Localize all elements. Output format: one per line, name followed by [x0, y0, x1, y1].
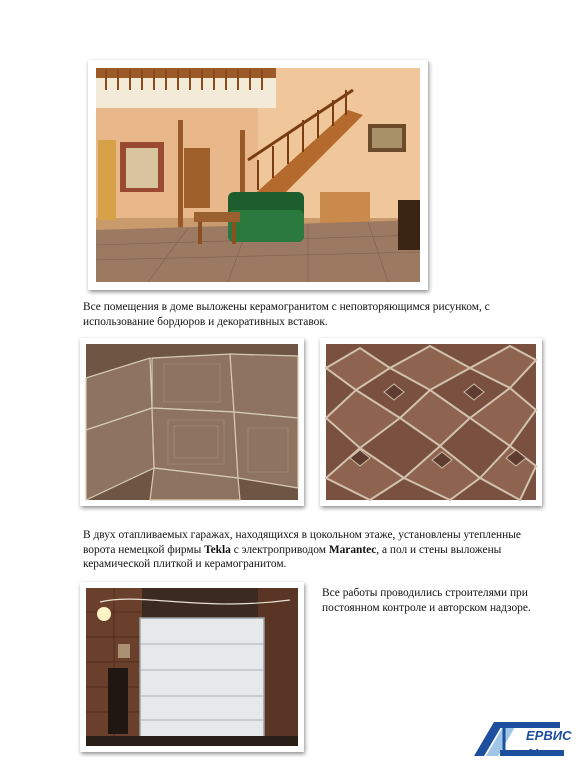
brand-tekla: Tekla [204, 543, 231, 556]
paragraph-intro [83, 300, 523, 329]
paragraph-intro-line2: использование бордюров и декоративных вставок. [83, 315, 328, 328]
paragraph-garages-line2c: , а пол и стены выложены [376, 543, 502, 556]
paragraph-garages-line3: керамической плиткой и керамогранитом. [83, 558, 287, 571]
paragraph-garages [83, 528, 543, 572]
paragraph-garages-line1: В двух отапливаемых гаражах, находящихся в цокольном этаже, установлены утепленные [83, 529, 521, 541]
garage-door-photo [80, 582, 304, 752]
paragraph-works [322, 586, 552, 615]
paragraph-works-line1: Все работы проводились строителями при [322, 587, 528, 599]
paragraph-intro-line1: Все помещения в доме выложены керамогранитом с неповторяющимся рисунком, с [83, 301, 490, 313]
logo-bottom-text: 04 [528, 748, 540, 759]
interior-staircase-photo [88, 60, 428, 290]
paragraph-works-line2: постоянном контроле и авторском надзоре. [322, 601, 531, 614]
diagonal-floor-photo [320, 338, 542, 506]
brand-marantec: Marantec [328, 543, 377, 556]
logo-text: ЕРВИС [526, 728, 572, 743]
paragraph-garages-line2b: с электроприводом [230, 543, 329, 556]
paragraph-garages-line2a: ворота немецкой фирмы [83, 543, 205, 556]
ornamental-floor-photo [80, 338, 304, 506]
company-logo [470, 716, 570, 762]
